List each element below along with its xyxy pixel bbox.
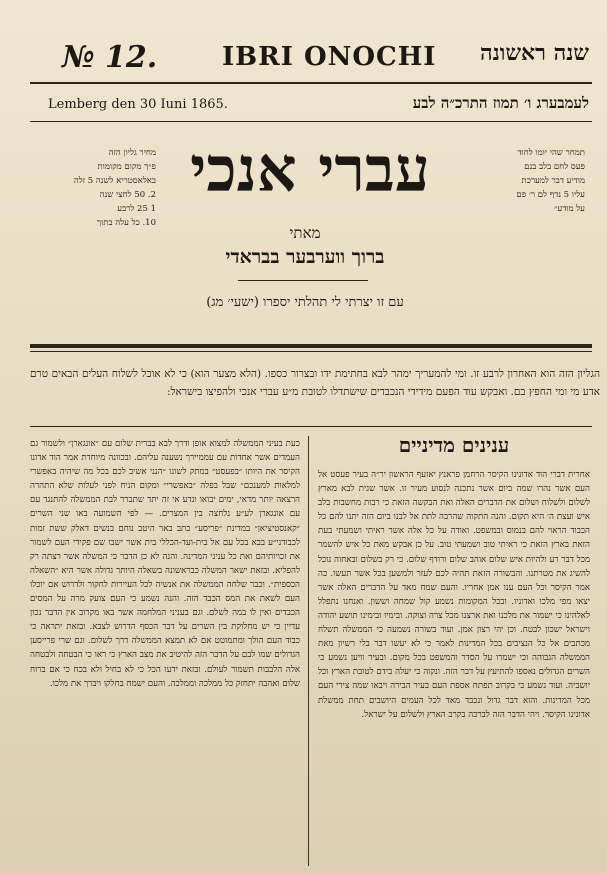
dateline-rule xyxy=(30,121,592,122)
column-divider xyxy=(308,436,309,866)
article-column-right: אחרית דברי הוד אדונינו הקיסר הרחמן פראנץ יאזעף הראשון יר״ה בעיר פעסט אל העם אשר נהרו שמה ביום אשר נתכנה לנסוע מעיר זו. אשר שגית לבא מארץ לשלום ולשלוח ושלום את הדברים האלה ואת הבקשה הזאת כי רבות מחשבות בלב איש ועצת ה׳ היא תקום. והנה התקוה שהרבה לתת אל לבנו ביום הזה יתנו להם כל הכבוד הראוי להם בנמוס ובמשפט. ואודה על כל אלה אשר ראיתי ושמעתי בעת הזאת בארץ הזאת כי ראיתי טוב ושמעתי טוב. על כן אבקש מאת כל איש להשמר מכל דבר רע ולהיות איש שלום אוהב שלום ורודף שלום. כי רק בשלום ובאחוה נוכל להשיג את מטרתנו. והבשורה הזאת תהיה לכם לעזר ולמשען בכל אשר תעשו. כה אמר הקיסר וכל העם ענו אמן אחריו. והעם שמח מאד על הדברים האלה אשר יצאו מפי מלכו ואדוניו. ובכל המקומות נשמע קול שמחה וששון. ואנחנו נתפלל לאלהינו כי ישמור את מלכנו ואת ארצנו מכל צרה וצוקה. ובימיו ובימינו תושע יהודה וישראל ישכון לבטח. וכן יהי רצון אמן. ועוד בשורה נשמעה כי הממשלה תשלח מכתבים אל כל הנציבים בכל המדינות לאמר כי לא יעשו דבר בלי רשיון מאת הממשלה הגבוהה וכי ישמרו על הסדר והמשפט בכל מקום. ובעיר וויען נשמע כי השרים הגדולים נאספו להתיעץ על דבר הזה. ונקוה כי יעלה בידם לטובת הארץ וכל יושביה. ועוד נשמע כי בקרוב תפתח אספת העם בעיר הבירה ויבאו שמה צירי העם מכל המדינות. והוא דבר גדול ונכבד מאד לכל העמים היושבים תחת ממשלת אדונינו הקיסר. ויהי הדבר הזה לברכה בקרב הארץ ולשלום על ישראל. xyxy=(318,470,590,720)
motto: עם זו יצרתי לי תהלתי יספרו (ישעי׳ מג) xyxy=(206,295,404,310)
subscription-line: 10. כל עלה בתוך xyxy=(96,218,156,228)
notice-line: תמחר שהי יומו לחוד xyxy=(517,148,585,158)
notice-line: מודיע דבר למערכת xyxy=(521,176,585,186)
notice-line: פעס לחם בלב בנם xyxy=(524,162,585,172)
notice-line: על מודע״ xyxy=(554,204,585,214)
subscription-line: 1 25 לרבע xyxy=(117,204,156,214)
byline: מאתי xyxy=(289,224,321,242)
section-heading: ענינים מדיניים xyxy=(398,433,510,457)
masthead-title: IBRI ONOCHI xyxy=(222,42,437,72)
issue-number: № 12. xyxy=(62,40,158,75)
intro-rule xyxy=(30,426,592,427)
intro-notice: הגליון הזה הוא האחרון לרבע זו. ומי להמעריך ימהר לבא בחתימת ידו ובצרור כספו. (הלא מצער הוא) כי לא אוכל לשלוח העלים הבאים טרם אדע מי ומי החפץ בם. ואבקש עוד הפעם מידידי הנכבדים שישתדלו לטובת מ״ע עברי אנכי ולהפיצו בישראל: xyxy=(30,368,600,398)
masthead-year: שנה ראשונה xyxy=(480,40,589,66)
newspaper-title: עברי אנכי xyxy=(190,133,430,206)
masthead-rule xyxy=(30,82,592,84)
subscription-line: באלאסטריא לשנה 5 זלה xyxy=(73,176,156,186)
dateline-latin: Lemberg den 30 Iuni 1865. xyxy=(48,97,228,112)
subscription-box-left xyxy=(58,146,156,230)
header-thin-rule xyxy=(30,351,592,352)
editor-name: ברוך ווערבער בבראדי xyxy=(225,246,385,268)
subscription-box-right xyxy=(455,146,585,216)
subscription-line: פ״ך מקום מקומות xyxy=(97,162,156,172)
notice-line: עליו 5 נדף לם ר׳ פם xyxy=(516,190,585,200)
dateline-hebrew: לעמבערג ו׳ תמוז התרכ״ה לבע xyxy=(412,94,589,112)
header-thick-rule xyxy=(30,344,592,348)
subscription-line: מחיר גליון הזה xyxy=(108,148,156,158)
article-column-left: כעת בעיני הממשלה למצוא אופן ודרך לבא בברית שלום עם ״אונגארן״ ולשמור גם העמדים אשר אחדות עם עממיירך נשענה עליהם. ובכוונה מיוחדת אמר הוד אדונו הקיסר את היותו ״בפעסט״ במתק לשונו ״הנני אשיב לכם בכל מה שיהיה באפשרי למלאות למענכם״ שבל בפלה ״באפשרי״ ומקום הניח לפני לעלות שלא התהרה הרצאה יותר מדאי, ימים יבואו ונדע אי זה יתד שתברר לבת הממשלה להתנגד עם עם אונגארן לע״ע נלחצה בין המצרים. — לפי השמועה באו שני השרים ״קאנסטיציאן״ במדינת ״פריסע״ כתב באר היטב נוחם בנשים דאלק ששת זמות לכבודני״ע בבא בכל עם אל בית-ועד-הכללי בית אשר ישבו שם פקידי העם לשמור את זכויותיהם ואת כל עניני המדינה. והנה לא כן הדבר כי המשלה אשר רצתה רק להפליא. ובזאת ישאר המשלה כבראשונה בשאלה היותר גדולה אשר היא ״השאלה הכספית״. וכבר שלחה הממשלה את אנשיה לכל העיירות לחקור ולדרוש אם יוכלו העם לשאת את המס הכבד הזה. והנה נשמע כי העם צועק מרה על המסים הכבדים ואין לו במה לשלם. וגם בעניני המלחמה אשר באו מקרוב אין הדבר נכון עדיין כי יש מחלוקת בין השרים על דבר הכסף הדרוש לצבא. ובזאת יתראה כי כבוד העם הולך ומתמוטט אם לא תמצא הממשלה דרך לשלום. וגם שרי פרייסען הגדולים שמו לבם על הדבר הזה להיטיב את מצב הארץ כי ראו כי הבטחה ולבטחה אלה הלבבות תשמור לעולם. ובזאת ידעו הכל כי לא בחיל ולא בכח כי אם ברוח שלום ואהבה יתחזק כל ממלכה וממלכה. והעם ישמח בחלקו ויברך את מלכו. xyxy=(30,439,300,689)
motto-rule xyxy=(238,280,368,281)
subscription-line: 2. 50 לחצי שנה xyxy=(99,190,156,200)
